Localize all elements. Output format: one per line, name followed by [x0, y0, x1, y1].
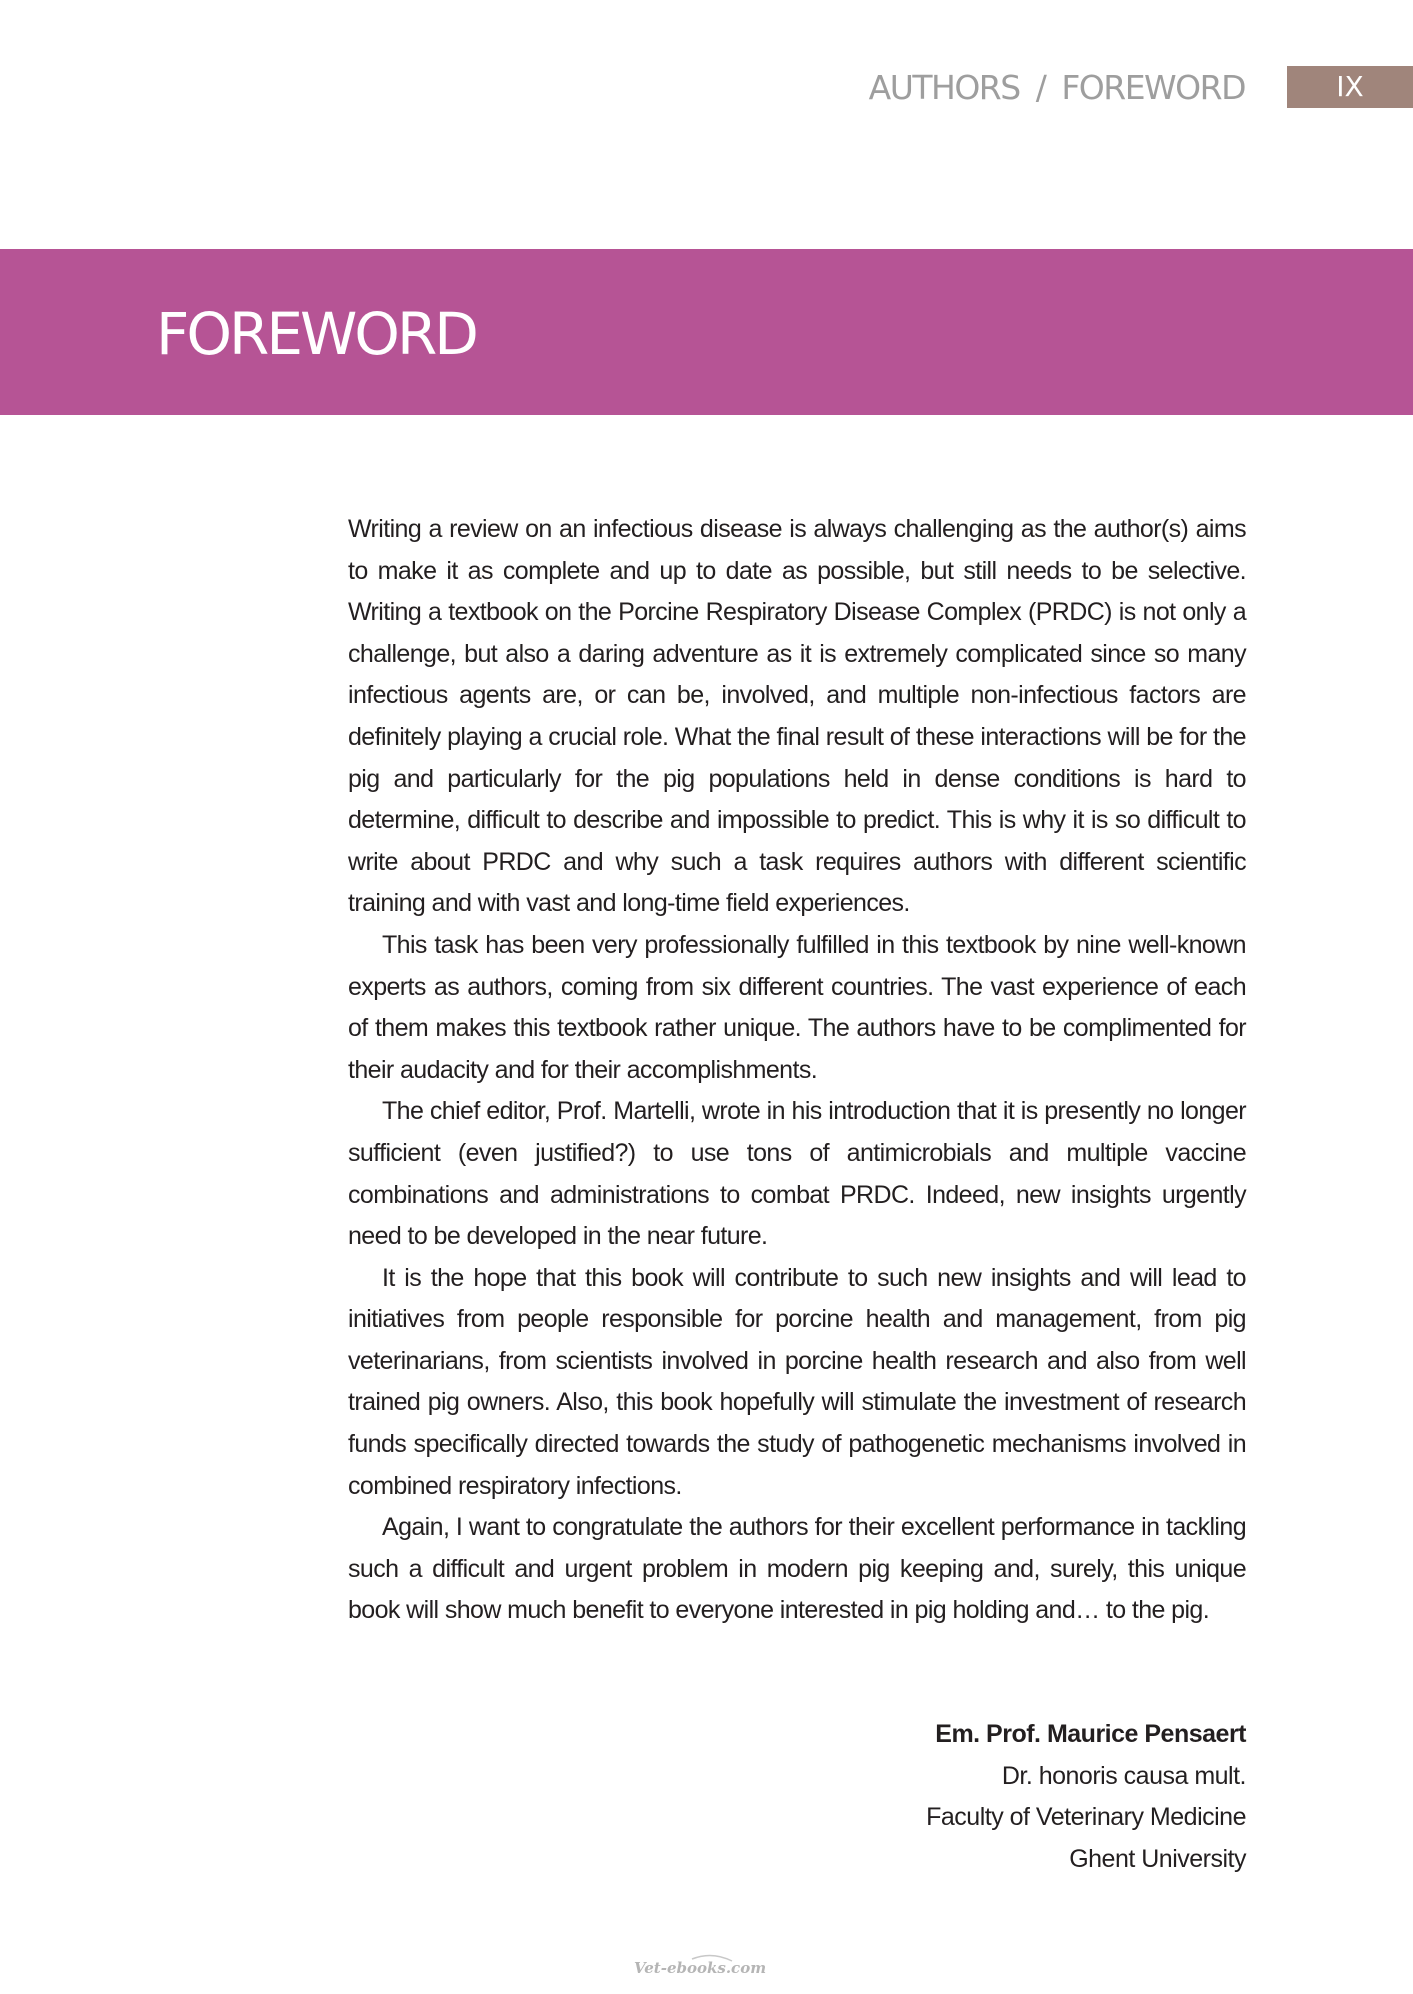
running-head	[869, 66, 1245, 110]
watermark-text: Vet-ebooks.com	[634, 1959, 767, 1977]
signature-university: Ghent University	[1069, 1844, 1246, 1873]
running-head-separator: /	[1035, 68, 1046, 107]
title-band	[0, 249, 1413, 415]
page-number-tab	[1287, 66, 1413, 108]
foreword-body	[348, 509, 1246, 1632]
signature-faculty: Faculty of Veterinary Medicine	[926, 1803, 1246, 1831]
paragraph-2: This task has been very professionally fulfilled in this textbook by nine well-known experts as authors, coming from six different countries. The vast experience of each of them makes this textbook rather unique. The authors have to be complimented for their audacity and for their accomplishments.	[348, 930, 1246, 1084]
paragraph-4: It is the hope that this book will contribute to such new insights and will lead to initiatives from people responsible for porcine health and management, from pig veterinarians, from scientists involved in porcine health research and also from well trained pig owners. Also, this book hopefully will stimulate the investment of research funds specifically directed towards the study of pathogenetic mechanisms involved in combined respiratory infections.	[348, 1263, 1246, 1500]
paragraph-3: The chief editor, Prof. Martelli, wrote in his introduction that it is presently no longer sufficient (even justified?) to use tons of antimicrobials and multiple vaccine combinations and administrations to combat PRDC. Indeed, new insights urgently need to be developed in the near future.	[348, 1097, 1246, 1251]
paragraph-5: Again, I want to congratulate the authors for their excellent performance in tackling such a difficult and urgent problem in modern pig keeping and, surely, this unique book will show much benefit to everyone interested in pig holding and… to the pig.	[348, 1513, 1246, 1625]
page-title: FOREWORD	[156, 300, 476, 368]
signature-title: Dr. honoris causa mult.	[1001, 1761, 1246, 1790]
paragraph-1: Writing a review on an infectious disease is always challenging as the author(s) aims to make it as complete and up to date as possible, but still needs to be selective. Writing a textbook on the Porcine Respiratory Disease Complex (PRDC) is not only a challenge, but also a daring adventure as it is extremely complicated since so many infectious agents are, or can be, involved, and multiple non-infectious factors are definitely playing a crucial role. What the final result of these interactions will be for the pig and particularly for the pig populations held in dense conditions is hard to determine, difficult to describe and impossible to predict. This is why it is so difficult to write about PRDC and why such a task requires authors with different scientific training and with vast and long-time field experiences.	[348, 515, 1246, 918]
watermark-logo	[632, 1953, 780, 1979]
running-head-authors: AUTHORS	[868, 68, 1020, 107]
signature-block	[926, 1714, 1246, 1880]
page-number: IX	[1336, 70, 1364, 103]
signature-name: Em. Prof. Maurice Pensaert	[935, 1720, 1246, 1748]
running-head-foreword: FOREWORD	[1061, 68, 1245, 107]
